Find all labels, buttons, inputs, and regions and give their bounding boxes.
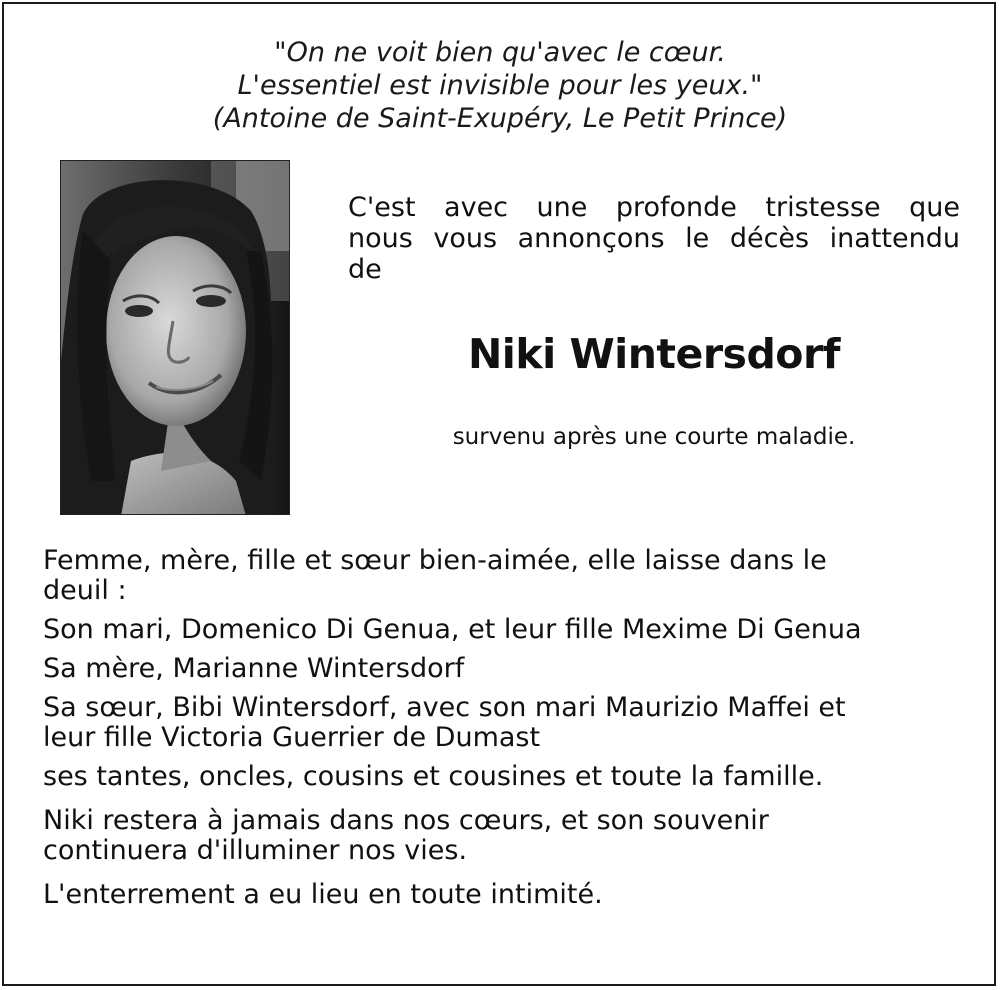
quote-line-1: "On ne voit bien qu'avec le cœur. [274,37,726,68]
announcement-intro [348,192,960,285]
intro-line-1: C'est avec une profonde tristesse que [348,192,960,223]
mourner-sister-line-2: leur fille Victoria Guerrier de Dumast [43,722,541,753]
cause-of-death: survenu après une courte maladie. [452,424,856,450]
mourners-intro [43,546,963,606]
mourner-sister [43,693,963,753]
memory-line-1: Niki restera à jamais dans nos cœurs, et son souvenir [43,805,769,836]
mourners-intro-line-1: Femme, mère, fille et sœur bien-aimée, elle laisse dans le [43,545,827,576]
quote-line-3: (Antoine de Saint-Exupéry, Le Petit Prince) [212,103,788,134]
intro-line-3: de [348,254,382,285]
portrait-photo [60,160,290,515]
memory-line-2: continuera d'illuminer nos vies. [43,835,468,866]
mourner-mother: Sa mère, Marianne Wintersdorf [43,653,465,684]
mourner-husband: Son mari, Domenico Di Genua, et leur fille Mexime Di Genua [43,614,862,645]
mourner-family: ses tantes, oncles, cousins et cousines et toute la famille. [43,761,824,792]
quote-line-2: L'essentiel est invisible pour les yeux." [237,70,763,101]
memory-statement [43,806,963,866]
funeral-note: L'enterrement a eu lieu en toute intimité. [43,879,603,910]
intro-line-2: nous vous annonçons le décès inattendu [348,223,960,254]
mourners-section [43,546,963,919]
mourners-intro-line-2: deuil : [43,575,127,606]
deceased-name: Niki Wintersdorf [467,330,841,378]
portrait-illustration [61,161,290,515]
mourner-sister-line-1: Sa sœur, Bibi Wintersdorf, avec son mari Maurizio Maffei et [43,692,846,723]
epigraph-quote [0,36,1000,135]
